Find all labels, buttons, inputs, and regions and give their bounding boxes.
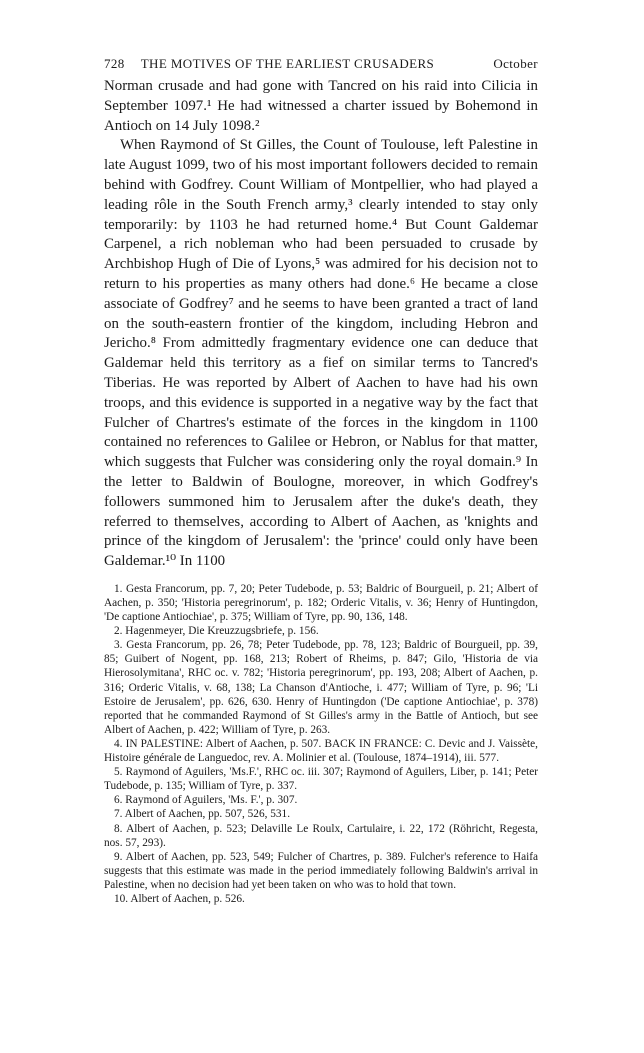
footnote: 6. Raymond of Aguilers, 'Ms. F.', p. 307. xyxy=(114,794,298,807)
paragraph: When Raymond of St Gilles, the Count of Toulouse, left Palestine in late August 1099, two of his most important followers decided to remain behind with Godfrey. Count William of Montpellier, who had played a leading rôle in the South French army,³ clearly intended to stay only temporarily: by 1103 he had returned home.⁴ But Count Galdemar Carpenel, a rich nobleman who had been persuaded to crusade by Archbishop Hugh of Die of Lyons,⁵ was admired for his decision not to return to his properties as many others had done.⁶ He became a close associate of Godfrey⁷ and he seems to have been granted a tract of land on the south-eastern frontier of the kingdom, including Hebron and Jericho.⁸ From admittedly fragmentary evidence one can deduce that Galdemar held this territory as a fief on similar terms to Tancred's Tiberias. He was reported by Albert of Aachen to have had his own troops, and this evidence is supported in a negative way by the fact that Fulcher of Chartres's estimate of the forces in the kingdom in 1100 contained no references to Galilee or Hebron, or Nablus for that matter, which suggests that Fulcher was considering only the royal domain.⁹ In the letter to Baldwin of Boulogne, moreover, in which Godfrey's followers summoned him to Jerusalem after the duke's death, they referred to themselves, according to Albert of Aachen, as 'knights and prince of the kingdom of Jerusalem': the 'prince' could only have been Galdemar.¹⁰ In 1100 xyxy=(104,137,538,570)
footnote: 8. Albert of Aachen, p. 523; Delaville Le Roulx, Cartulaire, i. 22, 172 (Röhricht, Regesta, nos. 57, 293). xyxy=(104,822,538,849)
footnote: 9. Albert of Aachen, pp. 523, 549; Fulcher of Chartres, p. 389. Fulcher's reference to Haifa suggests that this estimate was made in the period immediately following Baldwin's arrival in Palestine, when no decision had yet been taken on who was to hold that town. xyxy=(104,850,538,891)
page-number: 728 xyxy=(104,56,125,71)
page xyxy=(104,56,538,906)
running-title: THE MOTIVES OF THE EARLIEST CRUSADERS xyxy=(140,56,435,71)
paragraph: Norman crusade and had gone with Tancred on his raid into Cilicia in September 1097.¹ He had witnessed a charter issued by Bohemond in Antioch on 14 July 1098.² xyxy=(104,78,538,134)
footnote: 2. Hagenmeyer, Die Kreuzzugsbriefe, p. 156. xyxy=(114,625,319,638)
footnote: 1. Gesta Francorum, pp. 7, 20; Peter Tudebode, p. 53; Baldric of Bourgueil, p. 21; Albert of Aachen, p. 350; 'Historia peregrinorum', p. 182; Orderic Vitalis, v. 36; Henry of Huntingdon, 'De captione Antiochiae', p. 375; William of Tyre, pp. 90, 136, 148. xyxy=(104,582,538,624)
footnote: 10. Albert of Aachen, p. 526. xyxy=(114,892,245,905)
footnote: 3. Gesta Francorum, pp. 26, 78; Peter Tudebode, pp. 78, 123; Baldric of Bourgueil, pp. 39, 85; Guibert of Nogent, pp. 168, 213; Robert of Rheims, p. 847; Gilo, 'Historia de via Hierosolymitana', RHC oc. v. 782; 'Historia peregrinorum', pp. 193, 208; Albert of Aachen, p. 316; Orderic Vitalis, v. 68, 138; La Chanson d'Antioche, i. 477; William of Tyre, p. 96; 'Li Estoire de Jerusalem', pp. 626, 630. Henry of Huntingdon ('De captione Antiochiae', p. 378) reported that he commanded Raymond of St Gilles's army in the Battle of Antioch, but see Albert of Aachen, p. 422; William of Tyre, p. 263. xyxy=(104,639,538,736)
running-header xyxy=(104,56,538,72)
footnotes xyxy=(104,582,538,906)
header-month: October xyxy=(493,56,538,71)
footnote: 4. IN PALESTINE: Albert of Aachen, p. 507. BACK IN FRANCE: C. Devic and J. Vaissète, Histoire générale de Languedoc, rev. A. Molinier et al. (Toulouse, 1874–1914), iii. 577. xyxy=(104,737,538,765)
footnote: 5. Raymond of Aguilers, 'Ms.F.', RHC oc. iii. 307; Raymond of Aguilers, Liber, p. 141; Peter Tudebode, p. 135; William of Tyre, p. 337. xyxy=(104,766,538,793)
body-text xyxy=(104,77,538,572)
footnote: 7. Albert of Aachen, pp. 507, 526, 531. xyxy=(114,808,291,821)
